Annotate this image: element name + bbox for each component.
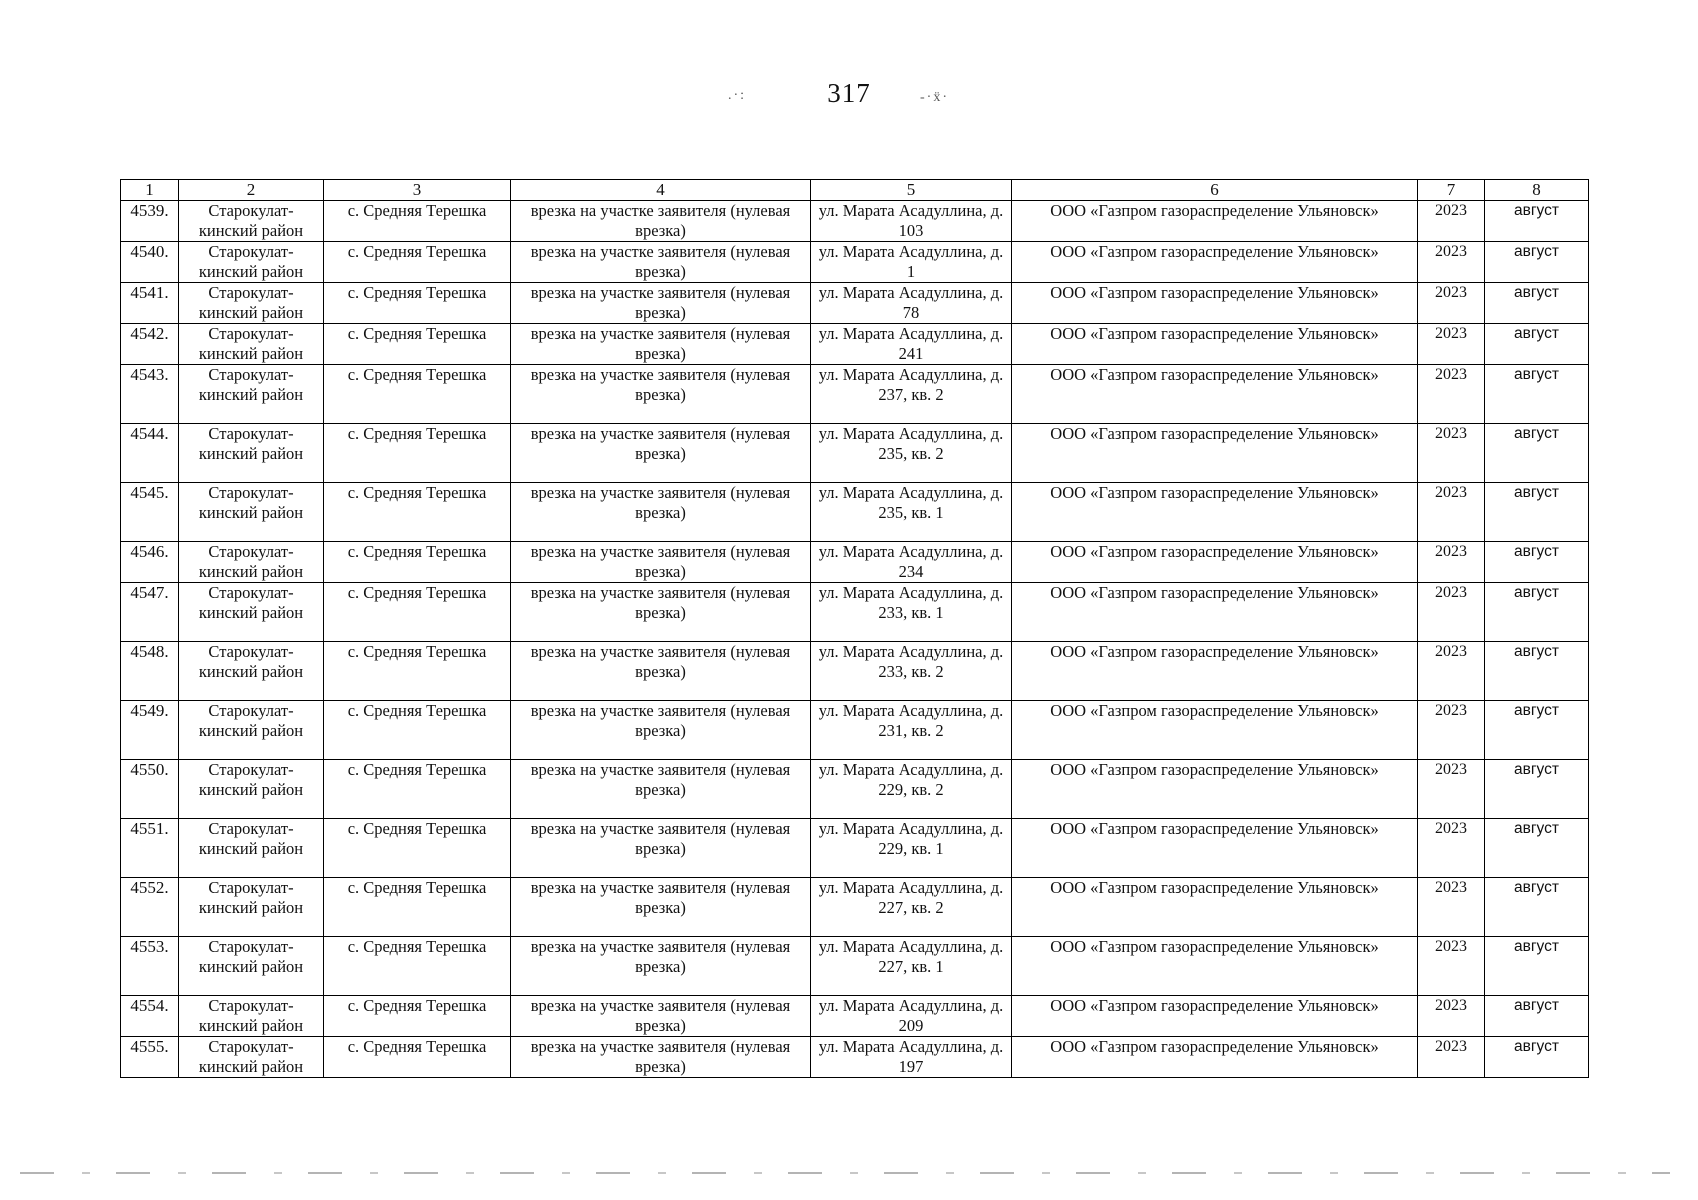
organization-cell: ООО «Газпром газораспределение Ульяновск» [1012,201,1418,242]
row-number: 4553. [121,937,179,996]
settlement-cell: с. Средняя Терешка [324,365,511,424]
month-cell: август [1485,819,1589,878]
address-cell: ул. Марата Асадуллина, д. 233, кв. 1 [811,583,1012,642]
settlement-cell: с. Средняя Терешка [324,996,511,1037]
district-cell: Старокулат-кинский район [179,365,324,424]
organization-cell: ООО «Газпром газораспределение Ульяновск» [1012,424,1418,483]
district-cell: Старокулат-кинский район [179,424,324,483]
settlement-cell: с. Средняя Терешка [324,424,511,483]
gas-connection-table [120,179,1589,1078]
table-row [121,996,1589,1037]
year-cell: 2023 [1418,878,1485,937]
settlement-cell: с. Средняя Терешка [324,819,511,878]
work-type-cell: врезка на участке заявителя (нулевая врезка) [511,201,811,242]
column-header: 1 [121,180,179,201]
month-cell: август [1485,242,1589,283]
organization-cell: ООО «Газпром газораспределение Ульяновск» [1012,996,1418,1037]
row-number: 4544. [121,424,179,483]
settlement-cell: с. Средняя Терешка [324,642,511,701]
month-cell: август [1485,365,1589,424]
table-row [121,760,1589,819]
month-cell: август [1485,996,1589,1037]
district-cell: Старокулат-кинский район [179,542,324,583]
year-cell: 2023 [1418,424,1485,483]
settlement-cell: с. Средняя Терешка [324,878,511,937]
row-number: 4555. [121,1037,179,1078]
month-cell: август [1485,1037,1589,1078]
row-number: 4543. [121,365,179,424]
address-cell: ул. Марата Асадуллина, д. 237, кв. 2 [811,365,1012,424]
organization-cell: ООО «Газпром газораспределение Ульяновск» [1012,483,1418,542]
district-cell: Старокулат-кинский район [179,283,324,324]
organization-cell: ООО «Газпром газораспределение Ульяновск» [1012,642,1418,701]
organization-cell: ООО «Газпром газораспределение Ульяновск» [1012,878,1418,937]
page-number: 317 [827,78,871,108]
work-type-cell: врезка на участке заявителя (нулевая врезка) [511,365,811,424]
work-type-cell: врезка на участке заявителя (нулевая врезка) [511,324,811,365]
district-cell: Старокулат-кинский район [179,201,324,242]
year-cell: 2023 [1418,201,1485,242]
organization-cell: ООО «Газпром газораспределение Ульяновск» [1012,542,1418,583]
address-cell: ул. Марата Асадуллина, д. 227, кв. 2 [811,878,1012,937]
district-cell: Старокулат-кинский район [179,483,324,542]
row-number: 4548. [121,642,179,701]
organization-cell: ООО «Газпром газораспределение Ульяновск» [1012,937,1418,996]
organization-cell: ООО «Газпром газораспределение Ульяновск» [1012,1037,1418,1078]
work-type-cell: врезка на участке заявителя (нулевая врезка) [511,701,811,760]
work-type-cell: врезка на участке заявителя (нулевая врезка) [511,542,811,583]
organization-cell: ООО «Газпром газораспределение Ульяновск» [1012,701,1418,760]
district-cell: Старокулат-кинский район [179,937,324,996]
district-cell: Старокулат-кинский район [179,1037,324,1078]
address-cell: ул. Марата Асадуллина, д. 241 [811,324,1012,365]
row-number: 4540. [121,242,179,283]
district-cell: Старокулат-кинский район [179,819,324,878]
table-row [121,283,1589,324]
address-cell: ул. Марата Асадуллина, д. 234 [811,542,1012,583]
column-header: 2 [179,180,324,201]
column-header: 3 [324,180,511,201]
column-header: 7 [1418,180,1485,201]
row-number: 4539. [121,201,179,242]
row-number: 4554. [121,996,179,1037]
month-cell: август [1485,583,1589,642]
address-cell: ул. Марата Асадуллина, д. 197 [811,1037,1012,1078]
table-row [121,483,1589,542]
table-row [121,701,1589,760]
row-number: 4541. [121,283,179,324]
work-type-cell: врезка на участке заявителя (нулевая врезка) [511,996,811,1037]
table-row [121,937,1589,996]
month-cell: август [1485,878,1589,937]
district-cell: Старокулат-кинский район [179,583,324,642]
address-cell: ул. Марата Асадуллина, д. 233, кв. 2 [811,642,1012,701]
address-cell: ул. Марата Асадуллина, д. 231, кв. 2 [811,701,1012,760]
address-cell: ул. Марата Асадуллина, д. 1 [811,242,1012,283]
table-row [121,819,1589,878]
column-header: 4 [511,180,811,201]
organization-cell: ООО «Газпром газораспределение Ульяновск» [1012,324,1418,365]
scan-noise-line [20,1172,1670,1174]
address-cell: ул. Марата Асадуллина, д. 78 [811,283,1012,324]
organization-cell: ООО «Газпром газораспределение Ульяновск» [1012,283,1418,324]
address-cell: ул. Марата Асадуллина, д. 227, кв. 1 [811,937,1012,996]
column-header: 8 [1485,180,1589,201]
work-type-cell: врезка на участке заявителя (нулевая врезка) [511,819,811,878]
organization-cell: ООО «Газпром газораспределение Ульяновск» [1012,242,1418,283]
year-cell: 2023 [1418,760,1485,819]
row-number: 4551. [121,819,179,878]
year-cell: 2023 [1418,937,1485,996]
address-cell: ул. Марата Асадуллина, д. 229, кв. 1 [811,819,1012,878]
row-number: 4547. [121,583,179,642]
table-row [121,542,1589,583]
month-cell: август [1485,283,1589,324]
table-row [121,201,1589,242]
work-type-cell: врезка на участке заявителя (нулевая врезка) [511,424,811,483]
work-type-cell: врезка на участке заявителя (нулевая врезка) [511,642,811,701]
organization-cell: ООО «Газпром газораспределение Ульяновск» [1012,819,1418,878]
address-cell: ул. Марата Асадуллина, д. 229, кв. 2 [811,760,1012,819]
month-cell: август [1485,424,1589,483]
month-cell: август [1485,542,1589,583]
work-type-cell: врезка на участке заявителя (нулевая врезка) [511,1037,811,1078]
month-cell: август [1485,937,1589,996]
work-type-cell: врезка на участке заявителя (нулевая врезка) [511,937,811,996]
table-body [121,201,1589,1078]
scan-speck: -·ẍ· [920,90,949,105]
month-cell: август [1485,324,1589,365]
work-type-cell: врезка на участке заявителя (нулевая врезка) [511,760,811,819]
settlement-cell: с. Средняя Терешка [324,760,511,819]
row-number: 4549. [121,701,179,760]
table-row [121,642,1589,701]
district-cell: Старокулат-кинский район [179,642,324,701]
table-row [121,242,1589,283]
table-row [121,583,1589,642]
work-type-cell: врезка на участке заявителя (нулевая врезка) [511,878,811,937]
scan-speck: .·: [728,88,747,103]
year-cell: 2023 [1418,701,1485,760]
settlement-cell: с. Средняя Терешка [324,701,511,760]
settlement-cell: с. Средняя Терешка [324,583,511,642]
year-cell: 2023 [1418,242,1485,283]
table-row [121,878,1589,937]
column-header: 6 [1012,180,1418,201]
settlement-cell: с. Средняя Терешка [324,542,511,583]
table-row [121,324,1589,365]
settlement-cell: с. Средняя Терешка [324,201,511,242]
header-row [121,180,1589,201]
table-row [121,365,1589,424]
district-cell: Старокулат-кинский район [179,701,324,760]
year-cell: 2023 [1418,283,1485,324]
settlement-cell: с. Средняя Терешка [324,324,511,365]
work-type-cell: врезка на участке заявителя (нулевая врезка) [511,283,811,324]
organization-cell: ООО «Газпром газораспределение Ульяновск» [1012,760,1418,819]
column-header: 5 [811,180,1012,201]
year-cell: 2023 [1418,1037,1485,1078]
row-number: 4542. [121,324,179,365]
year-cell: 2023 [1418,583,1485,642]
month-cell: август [1485,483,1589,542]
table-row [121,424,1589,483]
month-cell: август [1485,201,1589,242]
settlement-cell: с. Средняя Терешка [324,1037,511,1078]
district-cell: Старокулат-кинский район [179,760,324,819]
row-number: 4550. [121,760,179,819]
year-cell: 2023 [1418,365,1485,424]
year-cell: 2023 [1418,996,1485,1037]
settlement-cell: с. Средняя Терешка [324,937,511,996]
settlement-cell: с. Средняя Терешка [324,283,511,324]
year-cell: 2023 [1418,324,1485,365]
work-type-cell: врезка на участке заявителя (нулевая врезка) [511,583,811,642]
organization-cell: ООО «Газпром газораспределение Ульяновск» [1012,583,1418,642]
month-cell: август [1485,701,1589,760]
month-cell: август [1485,760,1589,819]
year-cell: 2023 [1418,483,1485,542]
work-type-cell: врезка на участке заявителя (нулевая врезка) [511,242,811,283]
district-cell: Старокулат-кинский район [179,878,324,937]
district-cell: Старокулат-кинский район [179,324,324,365]
organization-cell: ООО «Газпром газораспределение Ульяновск» [1012,365,1418,424]
year-cell: 2023 [1418,542,1485,583]
district-cell: Старокулат-кинский район [179,996,324,1037]
settlement-cell: с. Средняя Терешка [324,242,511,283]
table-row [121,1037,1589,1078]
row-number: 4545. [121,483,179,542]
address-cell: ул. Марата Асадуллина, д. 235, кв. 2 [811,424,1012,483]
work-type-cell: врезка на участке заявителя (нулевая врезка) [511,483,811,542]
row-number: 4552. [121,878,179,937]
month-cell: август [1485,642,1589,701]
address-cell: ул. Марата Асадуллина, д. 209 [811,996,1012,1037]
year-cell: 2023 [1418,819,1485,878]
row-number: 4546. [121,542,179,583]
address-cell: ул. Марата Асадуллина, д. 235, кв. 1 [811,483,1012,542]
district-cell: Старокулат-кинский район [179,242,324,283]
address-cell: ул. Марата Асадуллина, д. 103 [811,201,1012,242]
settlement-cell: с. Средняя Терешка [324,483,511,542]
year-cell: 2023 [1418,642,1485,701]
